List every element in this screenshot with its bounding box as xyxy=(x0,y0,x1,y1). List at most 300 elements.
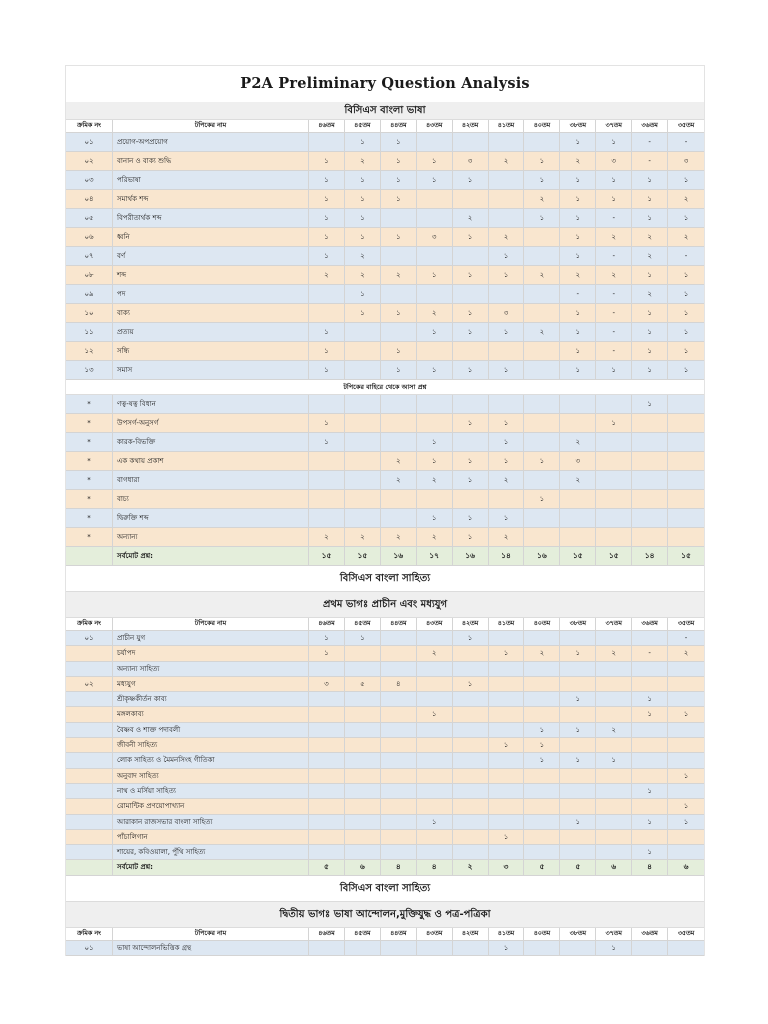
column-header: ৩৭তম xyxy=(596,120,632,133)
total-count: ৫ xyxy=(309,860,345,875)
question-count xyxy=(560,784,596,799)
topic-name: বর্ণ xyxy=(113,247,309,266)
question-count xyxy=(381,845,417,860)
part-title-language-movement: দ্বিতীয় ভাগঃ ভাষা আন্দোলন,মুক্তিযুদ্ধ ও পত্র-পত্রিকা xyxy=(66,902,704,928)
topic-name: বাক্য xyxy=(113,304,309,323)
table-row xyxy=(66,723,704,738)
total-count: ১৫ xyxy=(345,547,381,566)
column-header: ৪৬তম xyxy=(309,928,345,941)
question-count xyxy=(668,723,704,738)
question-count: ২ xyxy=(381,266,417,285)
serial-number: * xyxy=(66,528,113,547)
question-count: ১ xyxy=(453,471,489,490)
column-header: ৪৪তম xyxy=(381,618,417,631)
question-count xyxy=(560,528,596,547)
table-row xyxy=(66,753,704,768)
question-count xyxy=(524,361,560,380)
question-count xyxy=(596,395,632,414)
question-count xyxy=(381,395,417,414)
serial-number xyxy=(66,860,113,875)
question-count: - xyxy=(668,133,704,152)
question-count xyxy=(345,692,381,707)
serial-number xyxy=(66,799,113,814)
question-count: ১ xyxy=(489,361,525,380)
question-count: ২ xyxy=(524,323,560,342)
question-count: ১ xyxy=(524,452,560,471)
question-count: ১ xyxy=(417,152,453,171)
question-count xyxy=(381,830,417,845)
total-count: ৫ xyxy=(524,860,560,875)
question-count: ১ xyxy=(668,209,704,228)
question-count xyxy=(560,414,596,433)
question-count: ১ xyxy=(632,342,668,361)
table-row xyxy=(66,528,704,547)
topic-name: শ্রীকৃষ্ণকীর্তন কাব্য xyxy=(113,692,309,707)
total-count: ১৪ xyxy=(489,547,525,566)
question-count: ১ xyxy=(309,646,345,661)
question-count xyxy=(668,677,704,692)
question-count: ১ xyxy=(453,677,489,692)
question-count: ১ xyxy=(489,646,525,661)
question-count: - xyxy=(560,285,596,304)
topic-name: বিপরীতার্থক শব্দ xyxy=(113,209,309,228)
question-count: ১ xyxy=(596,941,632,956)
question-count xyxy=(632,662,668,677)
column-header: টপিকের নাম xyxy=(113,928,309,941)
literature-total-row xyxy=(66,860,704,875)
table-row xyxy=(66,799,704,814)
question-count xyxy=(668,692,704,707)
total-count: ১৫ xyxy=(560,547,596,566)
question-count xyxy=(489,677,525,692)
movement-topic-rows xyxy=(66,941,704,956)
question-count: ১ xyxy=(417,707,453,722)
question-count: ১ xyxy=(309,361,345,380)
question-count xyxy=(453,769,489,784)
question-count xyxy=(489,784,525,799)
question-count: ১ xyxy=(489,830,525,845)
question-count: ১ xyxy=(309,247,345,266)
analysis-sheet xyxy=(65,65,705,956)
question-count xyxy=(417,209,453,228)
question-count: ১ xyxy=(453,266,489,285)
column-header: ৪৫তম xyxy=(345,928,381,941)
question-count: ১ xyxy=(453,323,489,342)
topic-name: রোমান্টিক প্রণয়োপাখ্যান xyxy=(113,799,309,814)
question-count: - xyxy=(632,152,668,171)
table-row xyxy=(66,285,704,304)
serial-number xyxy=(66,738,113,753)
question-count xyxy=(345,646,381,661)
question-count: ২ xyxy=(668,646,704,661)
question-count xyxy=(632,528,668,547)
question-count: ১ xyxy=(381,133,417,152)
section-title-literature-2: বিসিএস বাংলা সাহিত্য xyxy=(66,876,704,902)
question-count: ১ xyxy=(309,433,345,452)
table-row xyxy=(66,452,704,471)
table-row xyxy=(66,133,704,152)
question-count: ১ xyxy=(560,342,596,361)
table-row xyxy=(66,209,704,228)
question-count xyxy=(309,509,345,528)
question-count xyxy=(345,738,381,753)
question-count: ১ xyxy=(345,304,381,323)
question-count: ১ xyxy=(309,414,345,433)
question-count xyxy=(417,395,453,414)
question-count: ১ xyxy=(524,738,560,753)
question-count xyxy=(381,815,417,830)
question-count: ১ xyxy=(453,414,489,433)
question-count: ১ xyxy=(632,692,668,707)
table-row xyxy=(66,171,704,190)
question-count xyxy=(489,285,525,304)
table-row xyxy=(66,941,704,956)
section-title-literature: বিসিএস বাংলা সাহিত্য xyxy=(66,566,704,592)
question-count xyxy=(345,941,381,956)
question-count: ৩ xyxy=(596,152,632,171)
question-count xyxy=(381,723,417,738)
question-count: ১ xyxy=(668,171,704,190)
question-count xyxy=(489,753,525,768)
question-count xyxy=(345,509,381,528)
outside-topic-rows xyxy=(66,395,704,547)
question-count: ২ xyxy=(489,471,525,490)
question-count: ২ xyxy=(560,471,596,490)
question-count xyxy=(632,753,668,768)
question-count: ২ xyxy=(381,452,417,471)
question-count xyxy=(417,490,453,509)
question-count: ১ xyxy=(489,738,525,753)
question-count xyxy=(524,304,560,323)
question-count xyxy=(596,471,632,490)
topic-name: সমাস xyxy=(113,361,309,380)
question-count: ১ xyxy=(596,414,632,433)
question-count: ২ xyxy=(560,152,596,171)
column-header-row xyxy=(66,618,704,631)
question-count xyxy=(345,414,381,433)
question-count: ২ xyxy=(417,646,453,661)
question-count xyxy=(489,133,525,152)
serial-number: * xyxy=(66,433,113,452)
question-count: ১ xyxy=(524,152,560,171)
question-count xyxy=(524,133,560,152)
question-count xyxy=(345,799,381,814)
question-count: ২ xyxy=(489,528,525,547)
question-count: ১ xyxy=(381,228,417,247)
table-row xyxy=(66,830,704,845)
topic-name: পদ xyxy=(113,285,309,304)
question-count xyxy=(632,799,668,814)
question-count xyxy=(632,414,668,433)
question-count xyxy=(524,784,560,799)
question-count xyxy=(596,490,632,509)
question-count xyxy=(345,845,381,860)
question-count xyxy=(309,723,345,738)
question-count xyxy=(417,631,453,646)
question-count xyxy=(596,692,632,707)
question-count: ১ xyxy=(524,753,560,768)
question-count: ১ xyxy=(417,509,453,528)
question-count: ১ xyxy=(453,361,489,380)
question-count: ১ xyxy=(381,190,417,209)
question-count xyxy=(381,753,417,768)
question-count xyxy=(381,631,417,646)
question-count: ২ xyxy=(381,528,417,547)
question-count xyxy=(524,414,560,433)
question-count: ২ xyxy=(309,266,345,285)
total-count: ৪ xyxy=(632,860,668,875)
question-count: ১ xyxy=(668,769,704,784)
question-count: ৩ xyxy=(453,152,489,171)
question-count: ২ xyxy=(632,247,668,266)
table-row xyxy=(66,692,704,707)
column-header: ৪৫তম xyxy=(345,120,381,133)
question-count: ১ xyxy=(489,323,525,342)
serial-number: ০২ xyxy=(66,677,113,692)
question-count: ৩ xyxy=(309,677,345,692)
question-count: ১ xyxy=(524,723,560,738)
column-header: ৩৬তম xyxy=(632,120,668,133)
question-count xyxy=(560,845,596,860)
question-count: ১ xyxy=(560,323,596,342)
question-count xyxy=(632,738,668,753)
table-row xyxy=(66,304,704,323)
question-count xyxy=(453,662,489,677)
serial-number: * xyxy=(66,452,113,471)
question-count xyxy=(417,247,453,266)
question-count xyxy=(453,190,489,209)
question-count: ১ xyxy=(489,941,525,956)
question-count: ১ xyxy=(632,171,668,190)
question-count: - xyxy=(668,247,704,266)
question-count: ১ xyxy=(560,247,596,266)
question-count: - xyxy=(596,247,632,266)
question-count: ১ xyxy=(668,707,704,722)
question-count: - xyxy=(596,285,632,304)
question-count xyxy=(560,631,596,646)
question-count xyxy=(668,490,704,509)
question-count: ২ xyxy=(417,471,453,490)
question-count xyxy=(668,738,704,753)
question-count: ১ xyxy=(309,171,345,190)
column-header: ক্রমিক নং xyxy=(66,120,113,133)
question-count: ১ xyxy=(309,631,345,646)
question-count xyxy=(453,342,489,361)
question-count xyxy=(417,414,453,433)
question-count xyxy=(381,433,417,452)
topic-name: পরিভাষা xyxy=(113,171,309,190)
serial-number: ১২ xyxy=(66,342,113,361)
question-count xyxy=(524,509,560,528)
question-count xyxy=(560,707,596,722)
topic-name: দ্বিরুক্তি শব্দ xyxy=(113,509,309,528)
serial-number: ১১ xyxy=(66,323,113,342)
serial-number: ০৯ xyxy=(66,285,113,304)
column-header: ৪২তম xyxy=(453,618,489,631)
question-count: ১ xyxy=(668,266,704,285)
question-count xyxy=(668,433,704,452)
question-count xyxy=(309,692,345,707)
column-header: ৪৩তম xyxy=(417,618,453,631)
question-count: ১ xyxy=(668,323,704,342)
serial-number xyxy=(66,707,113,722)
question-count: ১ xyxy=(417,266,453,285)
question-count xyxy=(668,395,704,414)
question-count xyxy=(417,738,453,753)
question-count xyxy=(524,395,560,414)
question-count xyxy=(381,784,417,799)
column-header: ৪৩তম xyxy=(417,928,453,941)
question-count xyxy=(489,171,525,190)
total-count: ১৬ xyxy=(524,547,560,566)
question-count xyxy=(596,509,632,528)
question-count: ২ xyxy=(596,723,632,738)
question-count xyxy=(381,247,417,266)
question-count xyxy=(381,799,417,814)
question-count: ১ xyxy=(560,171,596,190)
column-header: ৩৬তম xyxy=(632,928,668,941)
question-count xyxy=(596,830,632,845)
question-count: ১ xyxy=(309,323,345,342)
question-count: ২ xyxy=(524,646,560,661)
table-row xyxy=(66,677,704,692)
question-count: ১ xyxy=(560,190,596,209)
question-count: ১ xyxy=(560,692,596,707)
question-count xyxy=(417,677,453,692)
question-count: ১ xyxy=(345,171,381,190)
serial-number: * xyxy=(66,490,113,509)
question-count: ১ xyxy=(560,133,596,152)
question-count xyxy=(453,941,489,956)
column-header: ৪৬তম xyxy=(309,618,345,631)
question-count xyxy=(632,471,668,490)
question-count xyxy=(345,471,381,490)
question-count: ২ xyxy=(489,152,525,171)
question-count xyxy=(453,692,489,707)
total-count: ১৪ xyxy=(632,547,668,566)
question-count xyxy=(596,433,632,452)
question-count: ১ xyxy=(453,171,489,190)
table-row xyxy=(66,152,704,171)
question-count xyxy=(345,342,381,361)
question-count: ২ xyxy=(489,228,525,247)
question-count xyxy=(381,692,417,707)
question-count xyxy=(668,753,704,768)
question-count: ১ xyxy=(453,528,489,547)
question-count: ১ xyxy=(632,266,668,285)
column-header: ৩৫তম xyxy=(668,120,704,133)
question-count: - xyxy=(596,304,632,323)
serial-number xyxy=(66,845,113,860)
table-row xyxy=(66,509,704,528)
topic-name: অনুবাদ সাহিত্য xyxy=(113,769,309,784)
column-header: ৩৮তম xyxy=(560,120,596,133)
question-count xyxy=(524,692,560,707)
question-count xyxy=(560,490,596,509)
question-count xyxy=(381,490,417,509)
question-count: ১ xyxy=(489,414,525,433)
topic-name: কারক-বিভক্তি xyxy=(113,433,309,452)
question-count xyxy=(309,799,345,814)
question-count xyxy=(668,662,704,677)
table-row xyxy=(66,784,704,799)
column-header: ৪৬তম xyxy=(309,120,345,133)
topic-name: ধ্বনি xyxy=(113,228,309,247)
question-count xyxy=(453,784,489,799)
question-count: ১ xyxy=(345,228,381,247)
question-count xyxy=(524,631,560,646)
question-count: ১ xyxy=(417,433,453,452)
topic-name: উপসর্গ-অনুসর্গ xyxy=(113,414,309,433)
question-count xyxy=(453,845,489,860)
column-header: ৪৪তম xyxy=(381,928,417,941)
column-header: ৪২তম xyxy=(453,120,489,133)
question-count: ৩ xyxy=(560,452,596,471)
question-count xyxy=(596,631,632,646)
question-count: ১ xyxy=(309,209,345,228)
table-row xyxy=(66,845,704,860)
question-count: ১ xyxy=(381,342,417,361)
question-count xyxy=(453,247,489,266)
question-count xyxy=(381,769,417,784)
serial-number: * xyxy=(66,414,113,433)
question-count: ১ xyxy=(560,228,596,247)
column-header: ৩৫তম xyxy=(668,928,704,941)
topic-name: শায়ের, কবিওয়ালা, পুঁথি সাহিত্য xyxy=(113,845,309,860)
question-count: ২ xyxy=(381,471,417,490)
total-count: ৬ xyxy=(668,860,704,875)
question-count xyxy=(417,830,453,845)
question-count xyxy=(453,707,489,722)
question-count xyxy=(345,490,381,509)
serial-number xyxy=(66,784,113,799)
total-count: ৬ xyxy=(596,860,632,875)
question-count xyxy=(489,769,525,784)
question-count: ২ xyxy=(632,228,668,247)
question-count: ২ xyxy=(596,228,632,247)
question-count: ১ xyxy=(596,361,632,380)
question-count xyxy=(309,490,345,509)
question-count: - xyxy=(632,646,668,661)
column-header: ৪১তম xyxy=(489,618,525,631)
question-count xyxy=(632,490,668,509)
question-count xyxy=(596,769,632,784)
question-count: - xyxy=(596,209,632,228)
question-count xyxy=(524,845,560,860)
question-count xyxy=(632,452,668,471)
question-count xyxy=(309,830,345,845)
column-header: ৩৫তম xyxy=(668,618,704,631)
question-count xyxy=(381,209,417,228)
question-count: ২ xyxy=(524,266,560,285)
question-count: ১ xyxy=(632,209,668,228)
serial-number: ০৩ xyxy=(66,171,113,190)
question-count: ২ xyxy=(345,247,381,266)
question-count xyxy=(668,528,704,547)
question-count: ১ xyxy=(560,815,596,830)
question-count: ২ xyxy=(417,528,453,547)
question-count: ১ xyxy=(417,452,453,471)
question-count xyxy=(453,723,489,738)
serial-number: ১৩ xyxy=(66,361,113,380)
question-count: ১ xyxy=(632,845,668,860)
total-label: সর্বমোট প্রশ্ন: xyxy=(113,547,309,566)
question-count xyxy=(560,662,596,677)
question-count: ১ xyxy=(417,815,453,830)
question-count: ১ xyxy=(381,361,417,380)
total-count: ১৫ xyxy=(309,547,345,566)
question-count xyxy=(632,433,668,452)
